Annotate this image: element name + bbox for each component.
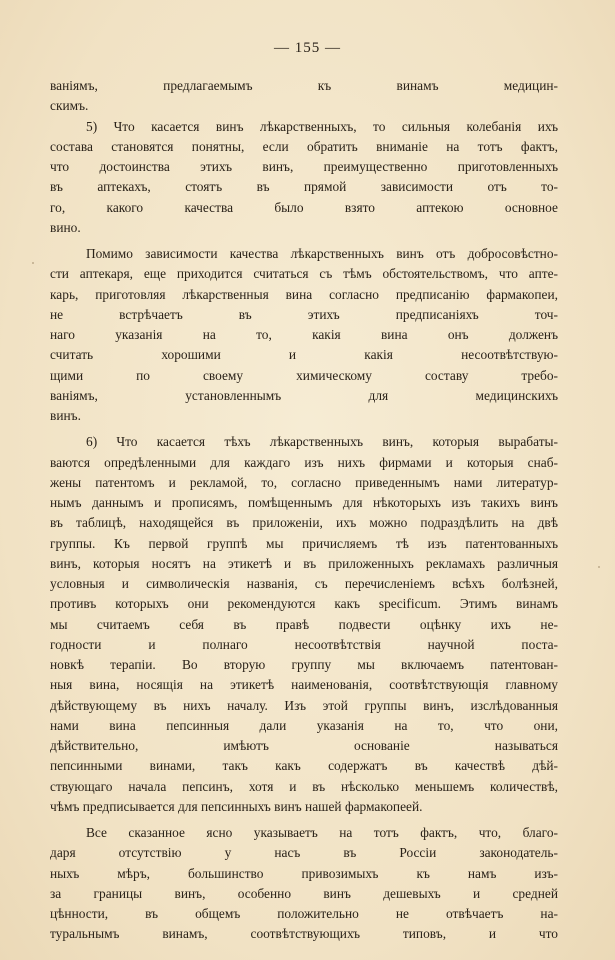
text-line: вино.: [50, 219, 81, 235]
text-line: годности и полнаго несоотвѣтствія научной поста-: [50, 636, 558, 652]
text-line: щими по своему химическому составу требо-: [50, 367, 558, 383]
text-line: скимъ.: [50, 98, 89, 114]
text-line: за границы винъ, особенно винъ дешевыхъ и средней: [50, 885, 558, 901]
text-line: карь, приготовляя лѣкарственныя вина согласно предписанію фармакопеи,: [50, 286, 558, 302]
paper-speck: [32, 262, 34, 264]
text-line: ваются опредѣленными для каждаго изъ нихъ фирмами и которыя снаб-: [50, 454, 558, 470]
text-line: группы. Къ первой группѣ мы причисляемъ тѣ изъ патентованныхъ: [50, 535, 558, 551]
text-line: въ таблицѣ, находящейся въ приложеніи, ихъ можно подраздѣлить на двѣ: [50, 515, 558, 531]
text-line: противъ которыхъ они рекомендуются какъ specificum. Этимъ винамъ: [50, 596, 558, 612]
text-line: сти аптекаря, еще приходится считаться съ тѣмъ обстоятельствомъ, что апте-: [50, 266, 558, 282]
text-line: го, какого качества было взято аптекою основное: [50, 199, 558, 215]
text-line: ваніямъ, установленнымъ для медицинскихъ: [50, 387, 558, 403]
text-line: въ аптекахъ, стоятъ въ прямой зависимости отъ то-: [50, 179, 558, 195]
text-line: дѣйствительно, имѣютъ основаніе называться: [50, 738, 558, 753]
paragraph: [50, 244, 558, 426]
text-line: Все сказанное ясно указываетъ на тотъ фактъ, что, благо-: [86, 825, 558, 840]
text-line: даря отсутствію у насъ въ Россіи законодатель-: [50, 845, 558, 861]
page-number: — 155 —: [274, 40, 341, 56]
text-line: не встрѣчаетъ въ этихъ предписаніяхъ точ-: [50, 306, 558, 322]
text-line: винъ, которыя носятъ на этикетѣ и въ приложенныхъ рекламахъ различныя: [50, 555, 558, 571]
text-line: что достоинства этихъ винъ, преимущественно приготовленныхъ: [50, 159, 558, 174]
text-line: винъ.: [50, 408, 81, 423]
text-line: новкѣ терапіи. Во вторую группу мы включаемъ патентован-: [50, 657, 558, 672]
paragraph: [50, 117, 558, 239]
text-line: мы считаемъ себя въ правѣ подвести оцѣнку ихъ не-: [50, 616, 558, 632]
text-line: 5) Что касается винъ лѣкарственныхъ, то сильныя колебанія ихъ: [86, 118, 558, 134]
text-line: чѣмъ предписывается для пепсинныхъ винъ нашей фармакопеей.: [50, 798, 423, 814]
text-line: цѣнности, въ общемъ положительно не отвѣчаетъ на-: [50, 906, 558, 921]
text-line: пепсинными винами, такъ какъ содержатъ въ качествѣ дѣй-: [50, 758, 558, 774]
text-line: наго указанія на то, какія вина онъ долженъ: [50, 327, 558, 342]
text-line: ваніямъ, предлагаемымъ къ винамъ медицин-: [50, 78, 558, 93]
paper-speck: [598, 566, 600, 568]
text-line: условныя и символическія названія, съ перечисленіемъ всѣхъ болѣзней,: [50, 576, 558, 591]
text-line: ствующаго начала пепсинъ, хотя и въ нѣсколько меньшемъ количествѣ,: [50, 778, 558, 794]
text-line: ныя вина, носящія на этикетѣ наименованія, соотвѣтствующія главному: [50, 677, 558, 693]
paragraph: [50, 823, 558, 945]
body-text: [50, 76, 558, 945]
text-line: нами вина пепсинныя дали указанія на то, что они,: [50, 717, 558, 733]
paragraph: [50, 76, 558, 117]
paragraph: [50, 432, 558, 817]
text-line: нымъ даннымъ и прописямъ, помѣщеннымъ для нѣкоторыхъ изъ такихъ винъ: [50, 495, 558, 510]
text-line: Помимо зависимости качества лѣкарственныхъ винъ отъ добросовѣстно-: [86, 246, 558, 261]
text-line: 6) Что касается тѣхъ лѣкарственныхъ винъ, которыя вырабаты-: [86, 434, 558, 450]
text-line: состава становятся понятны, если обратить вниманіе на тотъ фактъ,: [50, 138, 558, 154]
text-line: жены патентомъ и рекламой, то, согласно приведеннымъ нами литератур-: [50, 474, 558, 490]
text-line: туральнымъ винамъ, соотвѣтствующихъ типовъ, и что: [50, 926, 558, 942]
text-line: ныхъ мѣръ, большинство привозимыхъ къ намъ изъ-: [50, 865, 558, 881]
text-line: дѣйствующему въ нихъ началу. Изъ этой группы винъ, изслѣдованныя: [50, 697, 558, 713]
text-line: считать хорошими и какія несоотвѣтствую-: [50, 347, 558, 363]
